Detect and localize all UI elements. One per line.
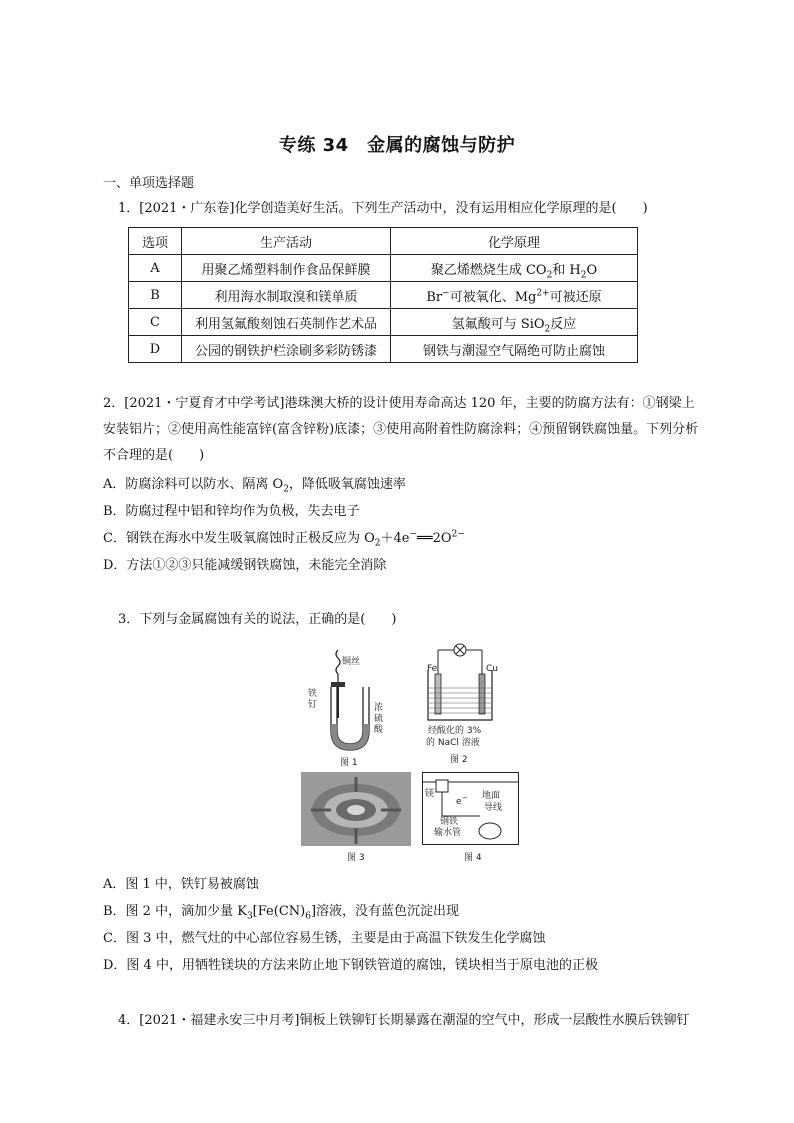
fig3-caption: 图 3 [347, 853, 365, 863]
q2-option-d: D．方法①②③只能减缓钢铁腐蚀，未能完全消除 [103, 558, 387, 573]
fig4-label-e: e [456, 797, 462, 807]
page-title: 专练 34 金属的腐蚀与防护 [278, 135, 516, 156]
row-activity: 利用氢氟酸刻蚀石英制作艺术品 [182, 309, 391, 336]
q3-option-b: B．图 2 中，滴加少量 $K_3[Fe(CN)_6]$溶液，没有蓝色沉淀出现 [103, 904, 460, 922]
row-principle: 聚乙烯燃烧生成 $CO_2$和 $H_2O$ [391, 255, 638, 282]
fig4-label-pipe2: 输水管 [434, 828, 462, 838]
row-option: D [129, 336, 182, 363]
fig4-label-pipe1: 钢铁 [440, 817, 459, 827]
fig2-label-fe: Fe [427, 664, 438, 674]
q3-stem: 3．下列与金属腐蚀有关的说法，正确的是( ) [118, 612, 397, 627]
fig4-caption: 图 4 [464, 853, 482, 863]
header-activity: 生产活动 [182, 228, 391, 255]
fig2-label-sol2: 的 NaCl 溶液 [426, 738, 480, 748]
q1-table [128, 227, 638, 363]
u-tube-inner [337, 687, 363, 744]
fig4-label-esup: − [462, 794, 468, 802]
figure-1 [300, 646, 395, 768]
header-option: 选项 [129, 228, 182, 255]
row-principle: Br−可被氧化、$Mg^{2+}$可被还原 [391, 282, 638, 309]
q2-stem-line1: 2．[2021・宁夏育才中学考试]港珠澳大桥的设计使用寿命高达 120 年，主要的防腐方法有：①钢梁上 [103, 396, 695, 411]
figure-2 [420, 640, 500, 768]
fig1-label-acid3: 酸 [374, 725, 384, 735]
fig1-label-acid1: 浓 [374, 703, 384, 713]
table-header-row [129, 228, 638, 255]
q3-option-d: D．图 4 中，用牺牲镁块的方法来防止地下钢铁管道的腐蚀，镁块相当于原电池的正极 [103, 958, 598, 973]
header-principle: 化学原理 [391, 228, 638, 255]
q4-stem: 4．[2021・福建永安三中月考]铜板上铁铆钉长期暴露在潮湿的空气中，形成一层酸性水膜后铁铆钉 [118, 1013, 690, 1028]
copper-wire-icon [336, 650, 340, 674]
q2-option-b: B．防腐过程中铝和锌均作为负极，失去电子 [103, 504, 360, 519]
q2-option-c: C．钢铁在海水中发生吸氧腐蚀时正极反应为 $O_2+4e^-══2O^{2-}$ [103, 529, 465, 549]
table-row [129, 336, 638, 363]
fig4-label-mg: 镁 [425, 789, 435, 799]
magnesium-block-icon [436, 780, 448, 792]
stopper-icon [331, 682, 345, 687]
fig1-label-nail1: 铁 [308, 689, 318, 699]
fig2-label-sol1: 经酸化的 3% [428, 726, 482, 736]
q1-stem: 1．[2021・广东卷]化学创造美好生活。下列生产活动中，没有运用相应化学原理的是( ) [118, 201, 648, 216]
pipe-cross-section [479, 823, 501, 839]
figure-3 [301, 772, 411, 864]
row-option: C [129, 309, 182, 336]
row-activity: 用聚乙烯塑料制作食品保鲜膜 [182, 255, 391, 282]
q3-option-a: A．图 1 中，铁钉易被腐蚀 [103, 877, 259, 892]
fig1-label-wire: 铜丝 [342, 657, 361, 667]
row-option: A [129, 255, 182, 282]
q2-stem-line2: 安装铝片；②使用高性能富锌(富含锌粉)底漆；③使用高附着性防腐涂料；④预留钢铁腐蚀量。下列分析 [103, 422, 699, 437]
fig1-label-nail2: 钉 [308, 700, 318, 710]
table-row [129, 282, 638, 309]
q2-option-a: A．防腐涂料可以防水、隔离 $O_2$，降低吸氧腐蚀速率 [103, 477, 406, 495]
section-heading: 一、单项选择题 [103, 176, 195, 191]
row-option: B [129, 282, 182, 309]
row-principle: 钢铁与潮湿空气隔绝可防止腐蚀 [391, 336, 638, 363]
row-activity: 公园的钢铁护栏涂刷多彩防锈漆 [182, 336, 391, 363]
row-activity: 利用海水制取溴和镁单质 [182, 282, 391, 309]
acid-liquid [331, 724, 369, 750]
fig2-caption: 图 2 [450, 755, 468, 765]
fig1-caption: 图 1 [340, 758, 358, 768]
q2-stem-line3: 不合理的是( ) [103, 448, 205, 463]
table-row [129, 255, 638, 282]
fig4-label-ground: 地面 [482, 791, 501, 801]
fig1-label-acid2: 硫 [374, 714, 384, 724]
figure-4 [422, 772, 520, 864]
q3-option-c: C．图 3 中，燃气灶的中心部位容易生锈，主要是由于高温下铁发生化学腐蚀 [103, 931, 546, 946]
table-row [129, 309, 638, 336]
fig4-label-wire: 导线 [484, 803, 503, 813]
fig2-label-cu: Cu [486, 664, 498, 674]
row-principle: 氢氟酸可与 SiO$_2$反应 [391, 309, 638, 336]
